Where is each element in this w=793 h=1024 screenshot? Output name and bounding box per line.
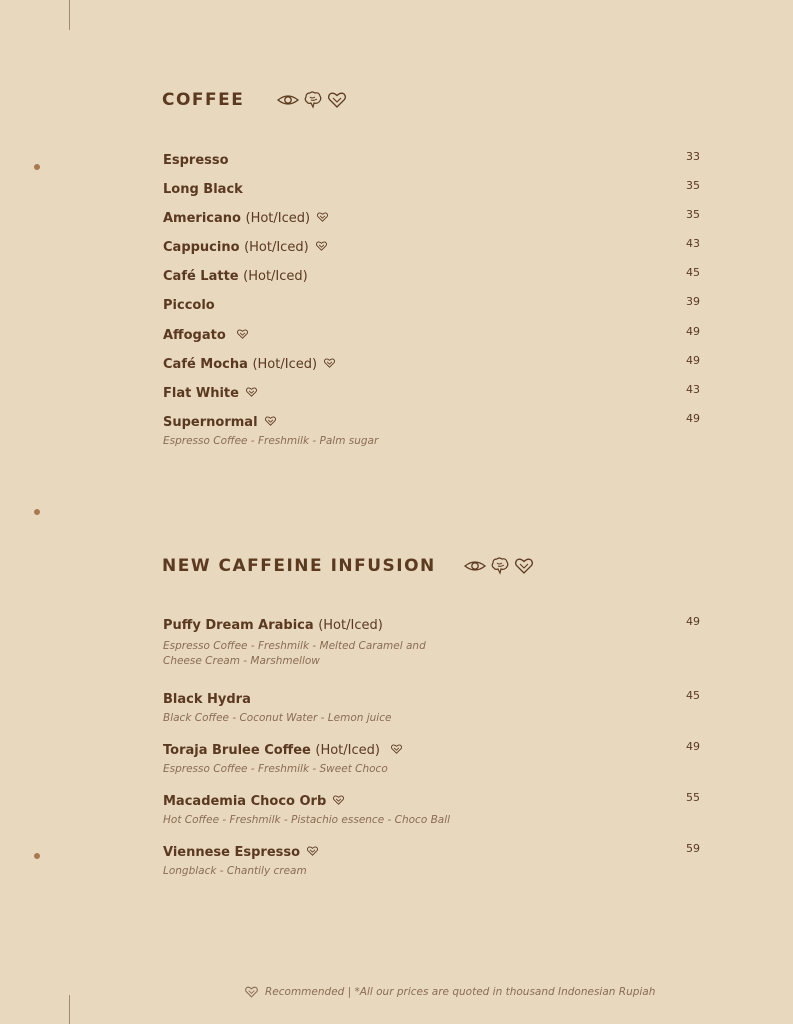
item-name: Café Mocha (Hot/Iced) [163,357,336,372]
item-price: 35 [686,179,700,192]
menu-item [163,178,700,197]
item-price: 33 [686,150,700,163]
item-price: 49 [686,615,700,628]
item-name: Espresso [163,153,229,168]
item-name: Viennese Espresso [163,845,319,860]
item-name: Piccolo [163,298,215,313]
item-name: Puffy Dream Arabica (Hot/Iced) [163,618,383,633]
item-price: 45 [686,266,700,279]
heart-icon [327,90,347,110]
eye-icon [277,90,299,110]
item-description: Longblack - Chantily cream [163,865,307,877]
item-variant: (Hot/Iced) [315,743,380,758]
menu-item [163,688,700,726]
item-price: 49 [686,740,700,753]
item-price: 43 [686,383,700,396]
margin-dot [34,164,40,170]
item-description: Black Coffee - Coconut Water - Lemon juice [163,712,392,724]
item-description: Hot Coffee - Freshmilk - Pistachio essence - Choco Ball [163,814,451,826]
menu-item [163,382,700,401]
menu-item [163,207,700,226]
heart-icon [323,357,336,369]
item-price: 49 [686,412,700,425]
heart-icon [306,845,319,857]
menu-item [163,324,700,343]
menu-item [163,265,700,284]
item-price: 59 [686,842,700,855]
item-description: Espresso Coffee - Freshmilk - Sweet Choco [163,763,388,775]
footer-note [244,985,655,999]
item-variant: (Hot/Iced) [244,240,309,255]
heart-icon [332,794,345,806]
heart-icon [236,328,249,340]
binding-line-bottom [69,995,70,1024]
item-name: Black Hydra [163,692,251,707]
item-price: 43 [686,237,700,250]
heart-icon [316,211,329,223]
item-price: 49 [686,325,700,338]
section-legend-icons [277,90,347,110]
item-price: 35 [686,208,700,221]
item-name: Long Black [163,182,243,197]
menu-item [163,236,700,255]
item-description: Espresso Coffee - Freshmilk - Melted Caramel and Cheese Cream - Marshmellow [163,640,426,667]
menu-item [163,739,700,777]
section-title-new-caffeine-infusion: NEW CAFFEINE INFUSION [162,556,436,576]
item-variant: (Hot/Iced) [318,618,383,633]
heart-icon [514,556,534,576]
heart-icon [315,240,328,252]
item-name: Toraja Brulee Coffee (Hot/Iced) [163,743,403,758]
menu-item [163,294,700,313]
item-description: Espresso Coffee - Freshmilk - Palm sugar [163,435,379,447]
item-name: Affogato [163,328,249,343]
item-name: Supernormal [163,415,277,430]
heart-icon [390,743,403,755]
item-variant: (Hot/Iced) [245,211,311,226]
item-price: 45 [686,689,700,702]
item-variant: (Hot/Iced) [252,357,318,372]
margin-dot [34,853,40,859]
item-price: 49 [686,354,700,367]
margin-dot [34,509,40,515]
item-variant: (Hot/Iced) [243,269,308,284]
footer-text: Recommended | *All our prices are quoted in thousand Indonesian Rupiah [265,986,656,998]
item-name: Flat White [163,386,258,401]
menu-item [163,841,700,879]
heart-icon [245,386,258,398]
brain-icon [303,90,323,110]
eye-icon [464,556,486,576]
binding-line-top [69,0,70,30]
brain-icon [490,556,510,576]
section-legend-icons [464,556,534,576]
heart-icon [264,415,277,427]
item-name: Macademia Choco Orb [163,794,345,809]
item-price: 55 [686,791,700,804]
item-price: 39 [686,295,700,308]
menu-item [163,353,700,372]
section-title-coffee: COFFEE [162,90,245,110]
menu-item [163,411,700,449]
menu-item [163,149,700,168]
item-name: Cappucino (Hot/Iced) [163,240,328,255]
item-name: Americano (Hot/Iced) [163,211,329,226]
heart-icon [244,985,259,999]
menu-item [163,614,700,669]
item-name: Café Latte (Hot/Iced) [163,269,308,284]
menu-item [163,790,700,828]
